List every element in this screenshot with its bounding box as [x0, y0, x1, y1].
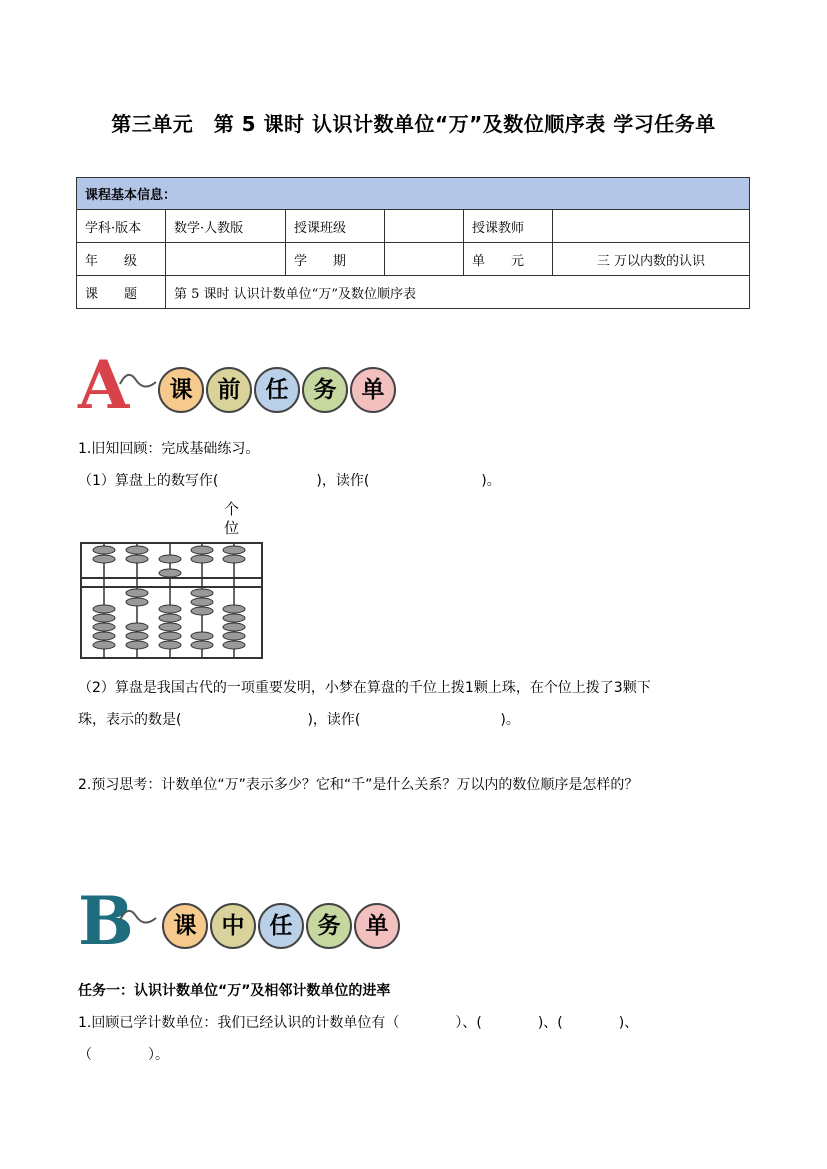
table-cell: [553, 210, 750, 243]
abacus-label-char: 位: [224, 519, 240, 537]
letter-a-icon: A: [78, 346, 130, 424]
abacus-label: [224, 500, 244, 538]
banner-char: 单: [350, 367, 396, 413]
table-cell: 单 元: [464, 243, 553, 276]
question-1-1: （1）算盘上的数写作( )，读作( )。: [78, 473, 501, 489]
question-1-2-line2: 珠，表示的数是( )，读作( )。: [78, 712, 520, 728]
banner-char: 单: [354, 903, 400, 949]
banner-char: 课: [162, 903, 208, 949]
table-cell: 学科·版本: [77, 210, 166, 243]
task-1-question-line2: （ ）。: [78, 1047, 169, 1063]
table-cell: [385, 210, 464, 243]
banner-char: 任: [258, 903, 304, 949]
question-1-2-line1: （2）算盘是我国古代的一项重要发明，小梦在算盘的千位上拨1颗上珠，在个位上拨了3颗下: [78, 680, 651, 696]
table-cell: 第 5 课时 认识计数单位“万”及数位顺序表: [166, 276, 750, 309]
page-title: 第三单元 第 5 课时 认识计数单位“万”及数位顺序表 学习任务单: [111, 112, 716, 136]
banner-char: 课: [158, 367, 204, 413]
question-2: 2.预习思考：计数单位“万”表示多少？它和“千”是什么关系？万以内的数位顺序是怎样的？: [78, 777, 639, 793]
banner-char: 中: [210, 903, 256, 949]
pre-class-banner: [78, 346, 408, 424]
banner-char: 前: [206, 367, 252, 413]
question-1-title: 1.旧知回顾：完成基础练习。: [78, 441, 260, 457]
table-cell: 三 万以内数的认识: [553, 243, 750, 276]
letter-b-icon: B: [78, 882, 134, 960]
course-info-table: [76, 177, 750, 309]
task-1-title: 任务一：认识计数单位“万”及相邻计数单位的进率: [78, 983, 391, 999]
table-cell: [385, 243, 464, 276]
wave-connector-icon: [118, 362, 158, 392]
wave-connector-icon: [118, 898, 158, 928]
banner-char: 务: [306, 903, 352, 949]
table-cell: 年 级: [77, 243, 166, 276]
abacus-label-char: 个: [224, 500, 240, 518]
table-cell: [166, 243, 286, 276]
banner-char: 务: [302, 367, 348, 413]
table-header: 课程基本信息：: [77, 178, 750, 210]
abacus-image: [80, 542, 264, 660]
table-cell: 授课班级: [286, 210, 385, 243]
task-1-question-line1: 1.回顾已学计数单位：我们已经认识的计数单位有（ ）、( )、( )、: [78, 1015, 639, 1031]
banner-char: 任: [254, 367, 300, 413]
in-class-banner: [78, 882, 408, 960]
table-cell: 学 期: [286, 243, 385, 276]
table-cell: 授课教师: [464, 210, 553, 243]
table-cell: 数学·人教版: [166, 210, 286, 243]
table-cell: 课 题: [77, 276, 166, 309]
